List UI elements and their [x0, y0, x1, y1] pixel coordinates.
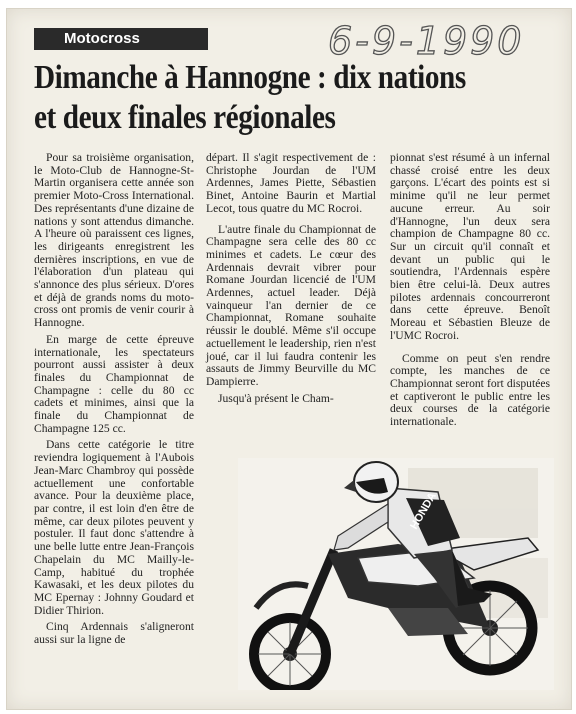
paragraph: Pour sa troisième organisation, le Moto-Club de Hannogne-St-Martin organisera cette année son premier Moto-Cross International. Des représentants d'une dizaine de nations y sont attendus dimanche. A l'heure où paraissent ces lignes, les dirigeants enregistrent les dernières inscriptions, en vue de l'élaboration d'un plateau qui s'annonce des plus sérieux. D'ores et déjà de grands noms du moto-cross ont promis de venir courir à Hannogne. [34, 151, 194, 330]
paragraph: Comme on peut s'en rendre compte, les manches de ce Championnat seront fort disputées et captiveront le public entre les deux courses de la catégorie internationale. [390, 351, 550, 429]
headline-line-2: et deux finales régionales [34, 99, 336, 136]
headline [34, 58, 481, 138]
headline-line-1: Dimanche à Hannogne : dix nations [34, 59, 466, 96]
paragraph: pionnat s'est résumé à un infernal chassé croisé entre les deux garçons. L'écart des points est si minime qu'il ne leur permet aucune erreur. Au soir d'Hannogne, l'un deux sera champion de Champagne 80 cc. Sur un circuit qu'il connaît et devant un public qui le soutiendra, l'Ardennais espère bien être celui-là. Deux autres pilotes ardennais concourreront dans cette épreuve. Benoît Moreau et Sébastien Bleuze de l'UMC Rocroi. [390, 151, 550, 342]
paragraph: départ. Il s'agit respectivement de : Christophe Jourdan de l'UM Ardennes, James Piette, Sébastien Binet, Antoine Baurin et Martial Lecot, tous quatre du MC Rocroi. [206, 151, 376, 215]
section-label: Motocross [34, 28, 208, 50]
bike-brand-label: HONDA [408, 490, 439, 532]
article-column-1 [34, 152, 194, 651]
paragraph: Dans cette catégorie le titre reviendra logiquement à l'Aubois Jean-Marc Chambroy qui possède actuellement une confortable avance. Pour la deuxième place, par contre, il est loin d'en être de même, car deux pilotes peuvent y postuler. Il faut donc s'attendre à une belle lutte entre Jean-François Chapelain du MC Mailly-le-Camp, habitué du trophée Kawasaki, et les deux pilotes du MC Epernay : Johnny Goudard et Didier Thirion. [34, 438, 194, 617]
paragraph: L'autre finale du Championnat de Champagne sera celle des 80 cc minimes et cadets. Le cœur des Ardennais devrait vibrer pour Romane Jourdan licencié de l'UM Ardennes, actuel leader. Déjà vainqueur l'an dernier de ce Championnat, Romane souhaite réussir le doublé. Même s'il occupe actuellement le leadership, rien n'est joué, car il lui faudra contenir les assauts de Jimmy Beurville du MC Dampierre. [206, 222, 376, 388]
paragraph: Jusqu'à présent le Cham- [218, 391, 334, 405]
motocross-photo [238, 458, 554, 690]
paragraph: En marge de cette épreuve internationale, les spectateurs pourront aussi assister à deux finales du Championnat de Champagne : celle du 80 cc cadets et minimes, ainsi que la finale du Championnat de Champagne 125 cc. [34, 332, 194, 435]
handwritten-date-text: 6-9-1990 [328, 19, 525, 63]
article-column-2 [206, 152, 376, 409]
paragraph: Cinq Ardennais s'aligneront aussi sur la ligne de [34, 620, 194, 647]
article-column-3 [390, 152, 550, 433]
